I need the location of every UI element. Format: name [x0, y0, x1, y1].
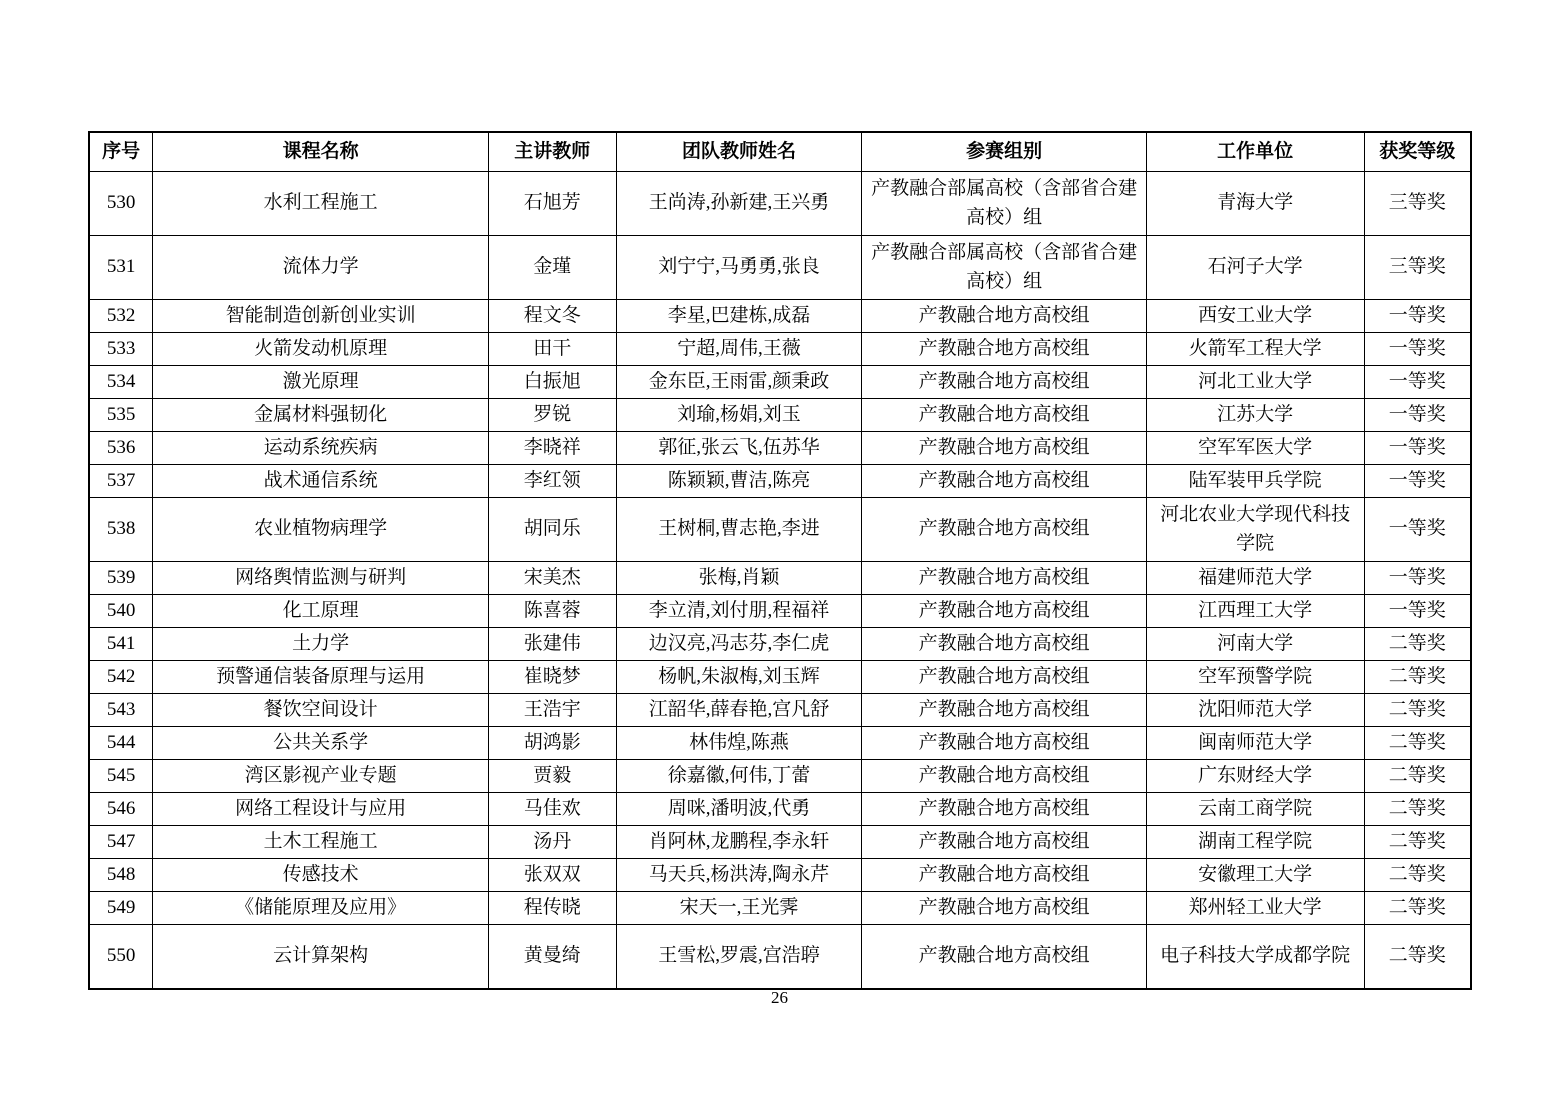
cell-work-unit: 江苏大学 [1146, 399, 1364, 432]
cell-serial-number: 548 [89, 859, 153, 892]
cell-team-teachers: 王尚涛,孙新建,王兴勇 [616, 172, 862, 236]
cell-lead-teacher: 贾毅 [488, 760, 616, 793]
cell-course-name: 化工原理 [153, 595, 489, 628]
cell-course-name: 战术通信系统 [153, 465, 489, 498]
cell-lead-teacher: 程文冬 [488, 300, 616, 333]
cell-work-unit: 郑州轻工业大学 [1146, 892, 1364, 925]
table-row [89, 925, 1471, 989]
cell-serial-number: 540 [89, 595, 153, 628]
cell-work-unit: 福建师范大学 [1146, 562, 1364, 595]
cell-competition-group: 产教融合地方高校组 [862, 465, 1147, 498]
cell-lead-teacher: 宋美杰 [488, 562, 616, 595]
cell-team-teachers: 刘瑜,杨娟,刘玉 [616, 399, 862, 432]
cell-competition-group: 产教融合地方高校组 [862, 661, 1147, 694]
header-award-level: 获奖等级 [1364, 132, 1471, 172]
cell-competition-group: 产教融合地方高校组 [862, 366, 1147, 399]
cell-team-teachers: 李立清,刘付朋,程福祥 [616, 595, 862, 628]
table-row [89, 562, 1471, 595]
cell-lead-teacher: 王浩宇 [488, 694, 616, 727]
cell-competition-group: 产教融合地方高校组 [862, 333, 1147, 366]
table-row [89, 366, 1471, 399]
cell-serial-number: 534 [89, 366, 153, 399]
header-work-unit: 工作单位 [1146, 132, 1364, 172]
cell-team-teachers: 刘宁宁,马勇勇,张良 [616, 236, 862, 300]
cell-award-level: 二等奖 [1364, 925, 1471, 989]
cell-course-name: 湾区影视产业专题 [153, 760, 489, 793]
cell-work-unit: 电子科技大学成都学院 [1146, 925, 1364, 989]
table-row [89, 399, 1471, 432]
cell-course-name: 流体力学 [153, 236, 489, 300]
cell-serial-number: 545 [89, 760, 153, 793]
cell-work-unit: 江西理工大学 [1146, 595, 1364, 628]
cell-team-teachers: 周咪,潘明波,代勇 [616, 793, 862, 826]
cell-lead-teacher: 程传晓 [488, 892, 616, 925]
cell-competition-group: 产教融合地方高校组 [862, 432, 1147, 465]
cell-competition-group: 产教融合地方高校组 [862, 694, 1147, 727]
cell-team-teachers: 边汉亮,冯志芬,李仁虎 [616, 628, 862, 661]
cell-serial-number: 546 [89, 793, 153, 826]
cell-competition-group: 产教融合地方高校组 [862, 892, 1147, 925]
cell-work-unit: 河南大学 [1146, 628, 1364, 661]
table-row [89, 661, 1471, 694]
cell-serial-number: 539 [89, 562, 153, 595]
cell-award-level: 二等奖 [1364, 793, 1471, 826]
cell-lead-teacher: 李红领 [488, 465, 616, 498]
table-row [89, 300, 1471, 333]
cell-lead-teacher: 金瑾 [488, 236, 616, 300]
table-row [89, 694, 1471, 727]
cell-lead-teacher: 汤丹 [488, 826, 616, 859]
cell-work-unit: 河北农业大学现代科技学院 [1146, 498, 1364, 562]
cell-serial-number: 542 [89, 661, 153, 694]
cell-work-unit: 西安工业大学 [1146, 300, 1364, 333]
cell-award-level: 二等奖 [1364, 727, 1471, 760]
table-row [89, 595, 1471, 628]
cell-lead-teacher: 白振旭 [488, 366, 616, 399]
cell-competition-group: 产教融合地方高校组 [862, 300, 1147, 333]
table-row [89, 859, 1471, 892]
cell-course-name: 农业植物病理学 [153, 498, 489, 562]
cell-course-name: 土力学 [153, 628, 489, 661]
cell-team-teachers: 徐嘉徽,何伟,丁蕾 [616, 760, 862, 793]
cell-work-unit: 闽南师范大学 [1146, 727, 1364, 760]
cell-lead-teacher: 罗锐 [488, 399, 616, 432]
cell-award-level: 二等奖 [1364, 760, 1471, 793]
cell-lead-teacher: 石旭芳 [488, 172, 616, 236]
cell-serial-number: 531 [89, 236, 153, 300]
cell-course-name: 预警通信装备原理与运用 [153, 661, 489, 694]
cell-lead-teacher: 崔晓梦 [488, 661, 616, 694]
cell-serial-number: 533 [89, 333, 153, 366]
cell-competition-group: 产教融合地方高校组 [862, 399, 1147, 432]
table-row [89, 727, 1471, 760]
award-results-table [88, 131, 1472, 990]
cell-award-level: 一等奖 [1364, 595, 1471, 628]
cell-award-level: 三等奖 [1364, 236, 1471, 300]
header-competition-group: 参赛组别 [862, 132, 1147, 172]
table-row [89, 498, 1471, 562]
page-number: 26 [771, 988, 788, 1007]
table-row [89, 432, 1471, 465]
cell-work-unit: 沈阳师范大学 [1146, 694, 1364, 727]
cell-work-unit: 安徽理工大学 [1146, 859, 1364, 892]
cell-team-teachers: 肖阿林,龙鹏程,李永轩 [616, 826, 862, 859]
cell-serial-number: 535 [89, 399, 153, 432]
cell-award-level: 一等奖 [1364, 498, 1471, 562]
cell-serial-number: 538 [89, 498, 153, 562]
cell-award-level: 一等奖 [1364, 399, 1471, 432]
cell-course-name: 金属材料强韧化 [153, 399, 489, 432]
table-row [89, 333, 1471, 366]
cell-competition-group: 产教融合部属高校（含部省合建高校）组 [862, 172, 1147, 236]
cell-team-teachers: 林伟煌,陈燕 [616, 727, 862, 760]
table-row [89, 760, 1471, 793]
cell-serial-number: 547 [89, 826, 153, 859]
cell-award-level: 一等奖 [1364, 562, 1471, 595]
cell-work-unit: 云南工商学院 [1146, 793, 1364, 826]
cell-serial-number: 530 [89, 172, 153, 236]
cell-team-teachers: 王树桐,曹志艳,李进 [616, 498, 862, 562]
header-team-teachers: 团队教师姓名 [616, 132, 862, 172]
cell-award-level: 一等奖 [1364, 300, 1471, 333]
cell-serial-number: 544 [89, 727, 153, 760]
cell-serial-number: 536 [89, 432, 153, 465]
header-lead-teacher: 主讲教师 [488, 132, 616, 172]
cell-competition-group: 产教融合地方高校组 [862, 595, 1147, 628]
cell-lead-teacher: 马佳欢 [488, 793, 616, 826]
cell-lead-teacher: 胡鸿影 [488, 727, 616, 760]
cell-competition-group: 产教融合地方高校组 [862, 760, 1147, 793]
header-course-name: 课程名称 [153, 132, 489, 172]
cell-competition-group: 产教融合地方高校组 [862, 628, 1147, 661]
cell-team-teachers: 陈颖颖,曹洁,陈亮 [616, 465, 862, 498]
cell-team-teachers: 马天兵,杨洪涛,陶永芹 [616, 859, 862, 892]
cell-team-teachers: 李星,巴建栋,成磊 [616, 300, 862, 333]
cell-course-name: 水利工程施工 [153, 172, 489, 236]
cell-team-teachers: 江韶华,薛春艳,宫凡舒 [616, 694, 862, 727]
cell-work-unit: 广东财经大学 [1146, 760, 1364, 793]
cell-serial-number: 549 [89, 892, 153, 925]
cell-award-level: 二等奖 [1364, 892, 1471, 925]
table-row [89, 826, 1471, 859]
cell-serial-number: 541 [89, 628, 153, 661]
cell-lead-teacher: 胡同乐 [488, 498, 616, 562]
cell-award-level: 二等奖 [1364, 661, 1471, 694]
cell-course-name: 传感技术 [153, 859, 489, 892]
cell-serial-number: 532 [89, 300, 153, 333]
cell-award-level: 一等奖 [1364, 432, 1471, 465]
cell-competition-group: 产教融合地方高校组 [862, 826, 1147, 859]
cell-team-teachers: 杨帆,朱淑梅,刘玉辉 [616, 661, 862, 694]
cell-competition-group: 产教融合地方高校组 [862, 562, 1147, 595]
table-row [89, 236, 1471, 300]
cell-competition-group: 产教融合地方高校组 [862, 859, 1147, 892]
cell-course-name: 激光原理 [153, 366, 489, 399]
cell-award-level: 一等奖 [1364, 366, 1471, 399]
cell-team-teachers: 王雪松,罗震,宫浩聤 [616, 925, 862, 989]
cell-lead-teacher: 黄曼绮 [488, 925, 616, 989]
cell-award-level: 一等奖 [1364, 465, 1471, 498]
cell-work-unit: 石河子大学 [1146, 236, 1364, 300]
cell-course-name: 土木工程施工 [153, 826, 489, 859]
cell-work-unit: 河北工业大学 [1146, 366, 1364, 399]
cell-competition-group: 产教融合地方高校组 [862, 925, 1147, 989]
cell-competition-group: 产教融合部属高校（含部省合建高校）组 [862, 236, 1147, 300]
cell-work-unit: 陆军装甲兵学院 [1146, 465, 1364, 498]
cell-competition-group: 产教融合地方高校组 [862, 498, 1147, 562]
cell-award-level: 二等奖 [1364, 694, 1471, 727]
cell-course-name: 《储能原理及应用》 [153, 892, 489, 925]
cell-work-unit: 空军预警学院 [1146, 661, 1364, 694]
cell-serial-number: 537 [89, 465, 153, 498]
header-serial-number: 序号 [89, 132, 153, 172]
cell-course-name: 火箭发动机原理 [153, 333, 489, 366]
cell-work-unit: 空军军医大学 [1146, 432, 1364, 465]
cell-lead-teacher: 张双双 [488, 859, 616, 892]
cell-team-teachers: 郭征,张云飞,伍苏华 [616, 432, 862, 465]
cell-team-teachers: 金东臣,王雨雷,颜秉政 [616, 366, 862, 399]
cell-lead-teacher: 李晓祥 [488, 432, 616, 465]
cell-work-unit: 青海大学 [1146, 172, 1364, 236]
cell-course-name: 网络舆情监测与研判 [153, 562, 489, 595]
cell-work-unit: 火箭军工程大学 [1146, 333, 1364, 366]
cell-award-level: 二等奖 [1364, 826, 1471, 859]
cell-lead-teacher: 陈喜蓉 [488, 595, 616, 628]
table-row [89, 465, 1471, 498]
table-row [89, 628, 1471, 661]
cell-course-name: 智能制造创新创业实训 [153, 300, 489, 333]
cell-work-unit: 湖南工程学院 [1146, 826, 1364, 859]
cell-team-teachers: 宁超,周伟,王薇 [616, 333, 862, 366]
cell-competition-group: 产教融合地方高校组 [862, 727, 1147, 760]
table-row [89, 172, 1471, 236]
cell-award-level: 一等奖 [1364, 333, 1471, 366]
cell-lead-teacher: 田干 [488, 333, 616, 366]
cell-course-name: 运动系统疾病 [153, 432, 489, 465]
cell-award-level: 三等奖 [1364, 172, 1471, 236]
cell-award-level: 二等奖 [1364, 859, 1471, 892]
cell-course-name: 云计算架构 [153, 925, 489, 989]
cell-course-name: 餐饮空间设计 [153, 694, 489, 727]
cell-course-name: 公共关系学 [153, 727, 489, 760]
table-row [89, 793, 1471, 826]
cell-course-name: 网络工程设计与应用 [153, 793, 489, 826]
cell-competition-group: 产教融合地方高校组 [862, 793, 1147, 826]
cell-award-level: 二等奖 [1364, 628, 1471, 661]
cell-serial-number: 550 [89, 925, 153, 989]
cell-lead-teacher: 张建伟 [488, 628, 616, 661]
table-header-row [89, 132, 1471, 172]
cell-team-teachers: 张梅,肖颖 [616, 562, 862, 595]
cell-team-teachers: 宋天一,王光霁 [616, 892, 862, 925]
table-row [89, 892, 1471, 925]
cell-serial-number: 543 [89, 694, 153, 727]
